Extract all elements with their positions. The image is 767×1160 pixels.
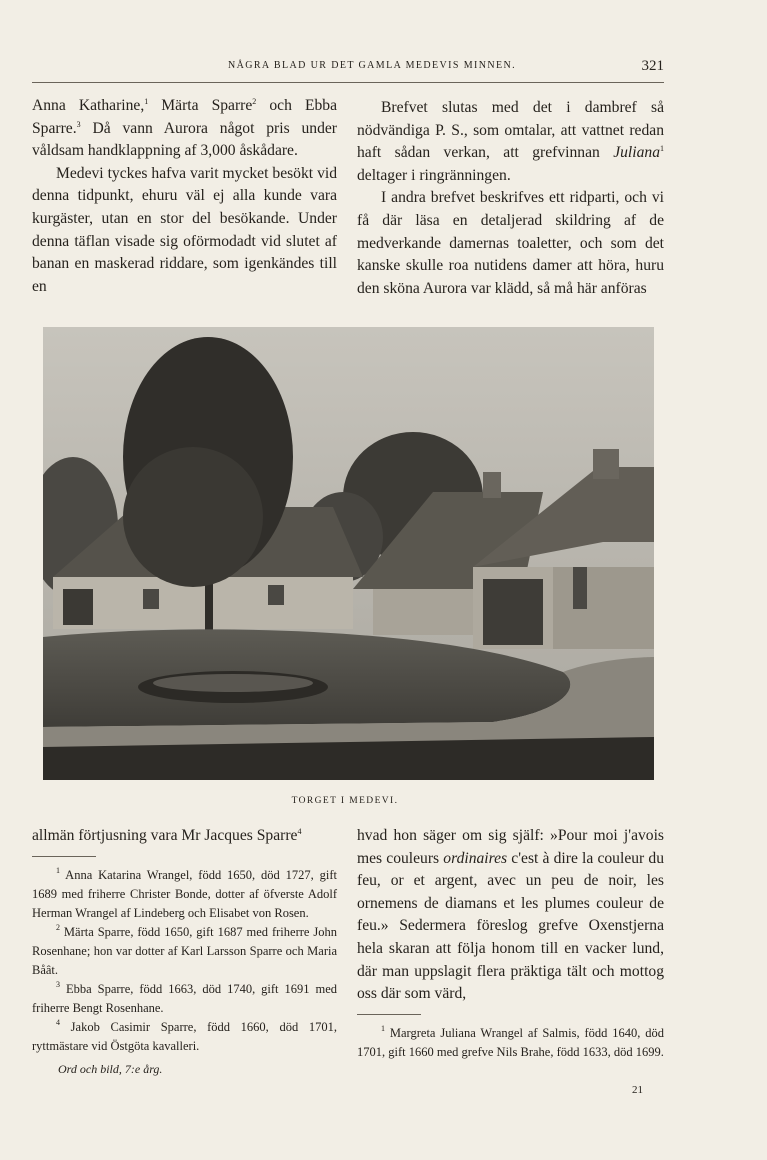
right-column-top <box>357 97 664 300</box>
footnote-ref: 1 <box>144 97 149 106</box>
figure-caption: TORGET I MEDEVI. <box>291 796 399 806</box>
footnote: $^4$ Jakob Casimir Sparre, född 1660, död 1701, ryttmästare vid Östgöta kavalleri. <box>32 1017 337 1053</box>
footnote-rule <box>32 856 96 857</box>
paragraph: Anna Katharine,$^1$ Märta Sparre$^2$ och Ebba Sparre.$^3$ Då vann Aurora något pris under våldsam handklappning af 3,000 åskådare. <box>32 97 337 160</box>
footnote: $^1$ Margreta Juliana Wrangel af Salmis, född 1640, död 1701, gift 1660 med grefve Nils Brahe, född 1633, död 1699. <box>357 1023 664 1059</box>
running-title: NÅGRA BLAD UR DET GAMLA MEDEVIS MINNEN. <box>227 60 517 71</box>
paragraph: Brefvet slutas med det i dambref så nödvändiga P. S., som omtalar, att vattnet redan haft sådan verkan, att grefvinnan Juliana$^1$ deltager i ringränningen. <box>357 99 664 184</box>
sheet-number: 21 <box>632 1084 643 1096</box>
footnote-ref: 4 <box>297 827 302 836</box>
footnote-ref: 1 <box>660 144 664 154</box>
paragraph: hvad hon säger om sig själf: »Pour moi j'avois mes couleurs ordinaires c'est à dire la couleur du feu, or et argent, avec un peu de noir, les ornemens de diamans et les plumes couleur de feu.» Sedermera föreslog grefve Oxenstjerna hela skaran att följa honom till en vacker lund, där man uppslagit flera präktiga tält och mottog oss där som värd, <box>357 827 664 1003</box>
left-column-top <box>32 95 337 298</box>
paragraph: Medevi tyckes hafva varit mycket besökt vid denna tidpunkt, ehuru väl ej alla kunde vara kurgäster, utan en stor del besökande. Under denna täflan visade sig oförmodadt vid slutet af banan en maskerad riddare, som igenkändes till en <box>32 164 337 295</box>
footnote-rule <box>357 1014 421 1015</box>
footnote-ref: 3 <box>76 119 81 129</box>
paragraph: allmän förtjusning vara Mr Jacques Sparre$^4$ <box>32 827 302 844</box>
left-column-bottom <box>32 825 337 1080</box>
right-column-bottom <box>357 825 664 1062</box>
page-number: 321 <box>641 58 664 74</box>
footnote: $^1$ Anna Katarina Wrangel, född 1650, död 1727, gift 1689 med friherre Christer Bonde, dotter af öfverste Adolf Herman Wrangel af Lindeberg och Elisabet von Rosen. <box>32 865 337 920</box>
paragraph: I andra brefvet beskrifves ett ridparti, och vi få där läsa en detaljerad skildring af de medverkande damernas toaletter, och som det kanske skulle roa nutidens damer att höra, huru den sköna Aurora var klädd, så må här anföras <box>357 189 664 297</box>
footnote: $^2$ Märta Sparre, född 1650, gift 1687 med friherre John Rosenhane; hon var dotter af Karl Larsson Sparre och Maria Båât. <box>32 922 337 977</box>
publication-signature: Ord och bild, 7:e årg. <box>58 1061 163 1076</box>
page-header <box>32 56 664 83</box>
footnote: $^3$ Ebba Sparre, född 1663, död 1740, gift 1691 med friherre Bengt Rosenhane. <box>32 979 337 1015</box>
footnote-ref: 2 <box>252 97 257 106</box>
photograph-torget-i-medevi <box>43 327 654 780</box>
